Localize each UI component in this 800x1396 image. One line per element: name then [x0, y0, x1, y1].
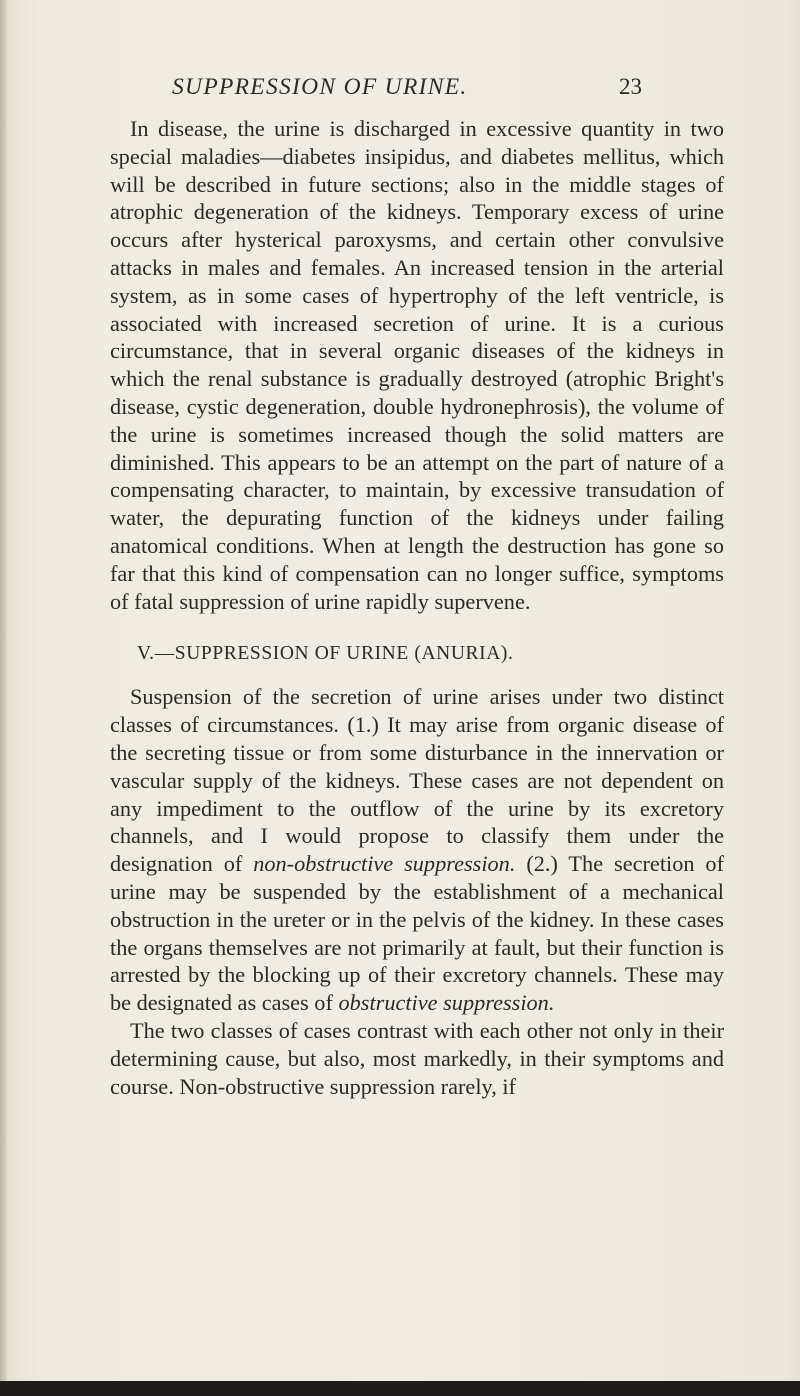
paragraph-anuria-classes — [110, 683, 724, 1017]
running-title: SUPPRESSION OF URINE. — [172, 74, 468, 100]
page-number: 23 — [619, 74, 642, 99]
italic-term-non-obstructive: non-obstructive suppression. — [253, 851, 516, 877]
section-heading: V.—SUPPRESSION OF URINE (ANURIA). — [137, 643, 514, 665]
paragraph-polyuria: In disease, the urine is discharged in excessive quantity in two special maladies—diabetes insipidus, and diabetes mellitus, which will be described in future sections; also in the middle stages of atrophic degeneration of the kidneys. Temporary excess of urine occurs after hysterical paroxysms, and certain other convulsive attacks in males and females. An increased tension in the arterial system, as in some cases of hypertrophy of the left ventricle, is associated with increased secretion of urine. It is a curious circumstance, that in several organic diseases of the kidneys in which the renal substance is gradually destroyed (atrophic Bright's disease, cystic degeneration, double hydronephrosis), the volume of the urine is sometimes increased though the solid matters are diminished. This appears to be an attempt on the part of nature of a compensating character, to maintain, by excessive transudation of water, the depurating function of the kidneys under failing anatomical conditions. When at length the destruction has gone so far that this kind of compensation can no longer suffice, symptoms of fatal suppression of urine rapidly supervene. — [110, 116, 724, 614]
paragraph-contrast: The two classes of cases contrast with each other not only in their determining cause, but also, most markedly, in their symptoms and course. Non-obstructive suppression rarely, if — [110, 1017, 724, 1099]
page-gutter-edge — [0, 0, 7, 1396]
bottom-border — [0, 1381, 800, 1396]
page-header — [172, 74, 672, 108]
paragraph-text: Suspension of the secretion of urine arises under two distinct classes of circumstances. (1.) It may arise from organic disease of the secreting tissue or from some disturbance in the innervation or vascular supply of the kidneys. These cases are not dependent on any impediment to the outflow of the urine by its excretory channels, and I would propose to classify them under the designation of — [110, 684, 724, 877]
body-text — [110, 115, 724, 1100]
italic-term-obstructive: obstructive suppression. — [338, 990, 555, 1016]
paragraph-text: (2.) The secretion of urine may be suspended by the establishment of a mechanical obstruction in the ureter or in the pelvis of the kidney. In these cases the organs themselves are not primarily at fault, but their function is arrested by the blocking up of their excretory channels. These may be designated as cases of — [110, 851, 724, 1016]
